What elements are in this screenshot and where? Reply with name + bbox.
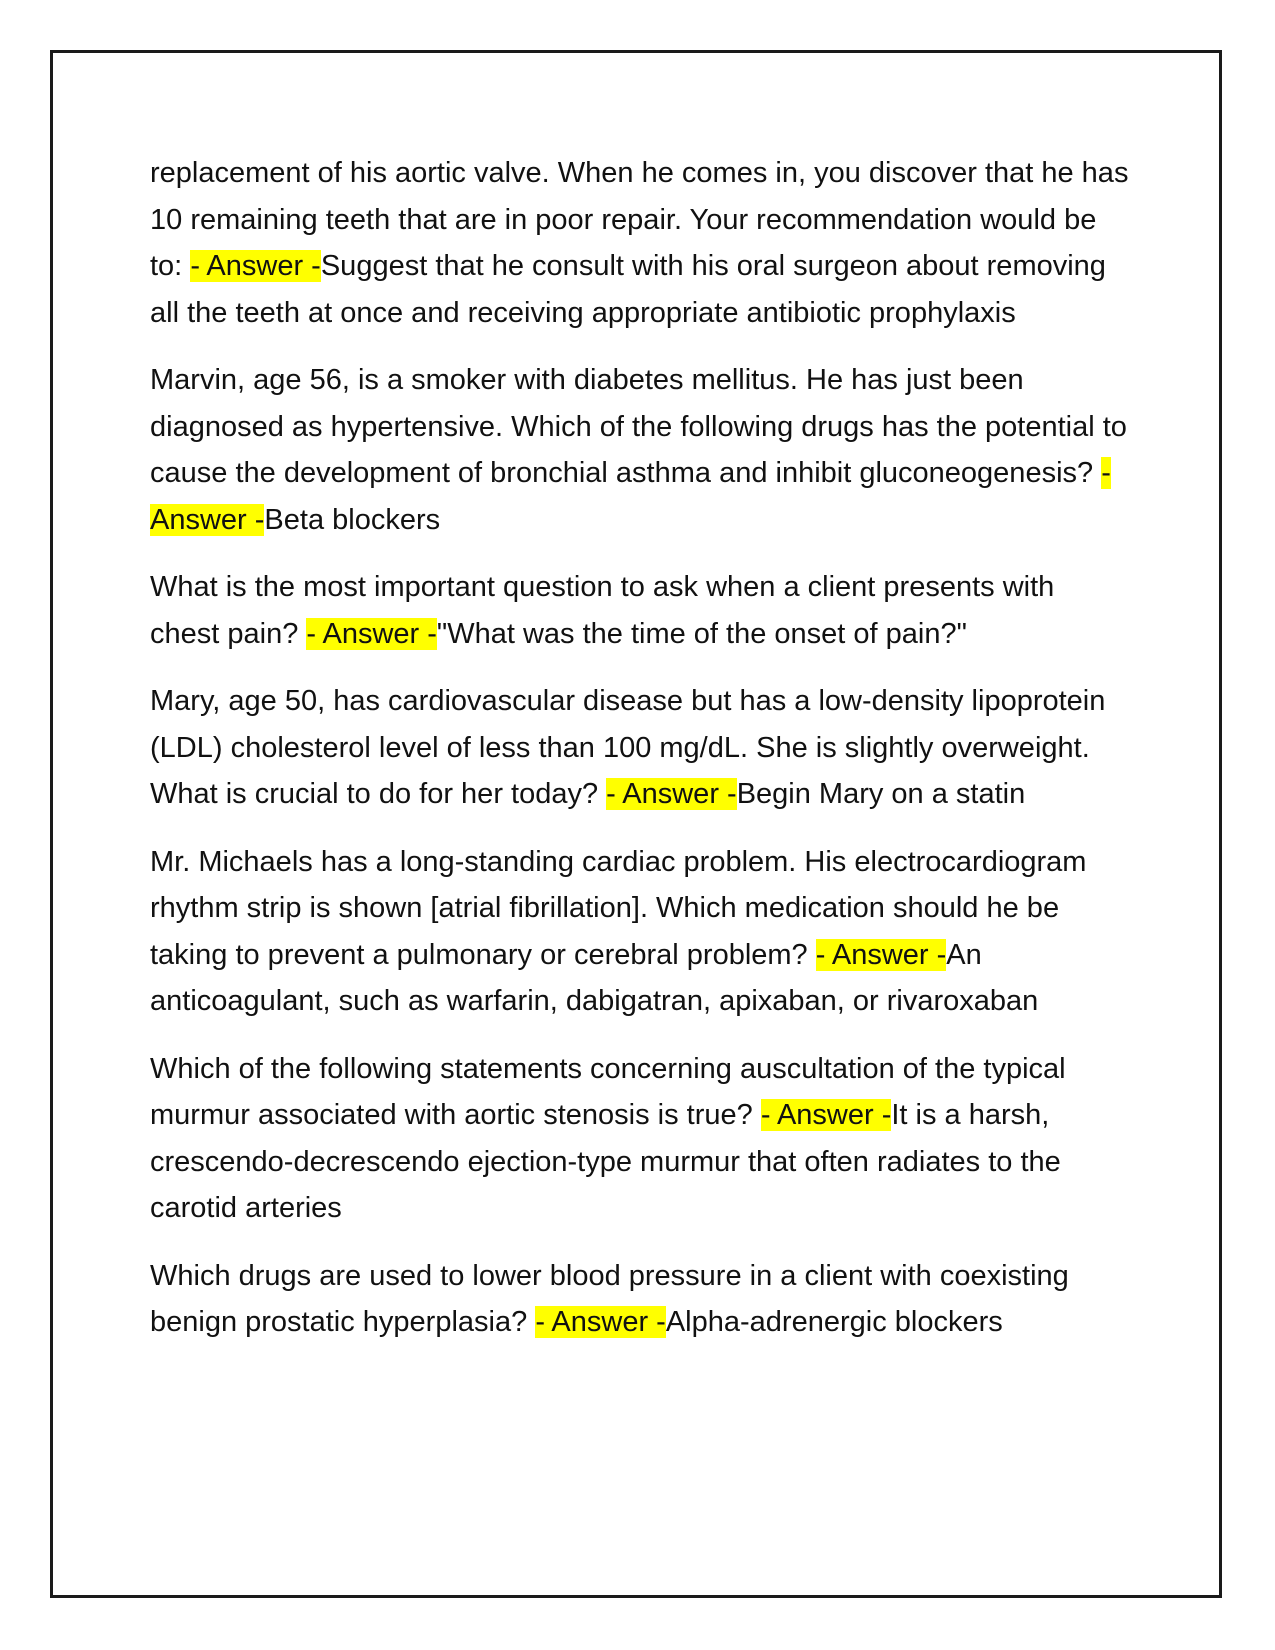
qa-item [150, 1046, 1130, 1232]
qa-item [150, 357, 1130, 543]
qa-item [150, 1253, 1130, 1346]
question-text: Mary, age 50, has cardiovascular disease but has a low-density lipoprotein (LDL) cholesterol level of less than 100 mg/dL. She is slightly overweight. What is crucial to do for her today? [150, 685, 1106, 810]
answer-text: It is a harsh, crescendo-decrescendo ejection-type murmur that often radiates to the carotid arteries [150, 1099, 1061, 1224]
answer-text: Alpha-adrenergic blockers [665, 1306, 1003, 1338]
qa-item [150, 150, 1130, 336]
question-text: Marvin, age 56, is a smoker with diabetes mellitus. He has just been diagnosed as hypertensive. Which of the following drugs has the potential to cause the development of bronchial asthma and inhibit gluconeogenesis? [150, 364, 1127, 489]
question-text: Which drugs are used to lower blood pressure in a client with coexisting benign prostatic hyperplasia? [150, 1259, 1069, 1338]
qa-item [150, 678, 1130, 818]
qa-item [150, 564, 1130, 657]
answer-marker: - Answer - [815, 938, 947, 971]
question-text: Mr. Michaels has a long-standing cardiac problem. His electrocardiogram rhythm strip is shown [atrial fibrillation]. Which medication should he be taking to prevent a pulmonary or cerebral problem? [150, 845, 1087, 971]
answer-text: Beta blockers [264, 503, 441, 536]
question-text: What is the most important question to ask when a client presents with chest pain? [150, 571, 1055, 650]
answer-marker: - Answer - [150, 457, 1111, 536]
answer-marker: - Answer - [306, 617, 437, 650]
answer-marker: - Answer - [760, 1099, 892, 1131]
answer-marker: - Answer - [535, 1306, 666, 1338]
answer-text: An anticoagulant, such as warfarin, dabigatran, apixaban, or rivaroxaban [150, 938, 1039, 1017]
answer-text: "What was the time of the onset of pain?" [436, 617, 967, 650]
document-body [150, 150, 1130, 1367]
answer-marker: - Answer - [606, 778, 737, 810]
qa-item [150, 839, 1130, 1025]
answer-text: Suggest that he consult with his oral surgeon about removing all the teeth at once and receiving appropriate antibiotic prophylaxis [150, 250, 1106, 329]
question-text: replacement of his aortic valve. When he comes in, you discover that he has 10 remaining teeth that are in poor repair. Your recommendation would be to: [150, 157, 1129, 282]
answer-text: Begin Mary on a statin [736, 778, 1026, 810]
answer-marker: - Answer - [190, 250, 321, 282]
question-text: Which of the following statements concerning auscultation of the typical murmur associated with aortic stenosis is true? [150, 1052, 1066, 1131]
